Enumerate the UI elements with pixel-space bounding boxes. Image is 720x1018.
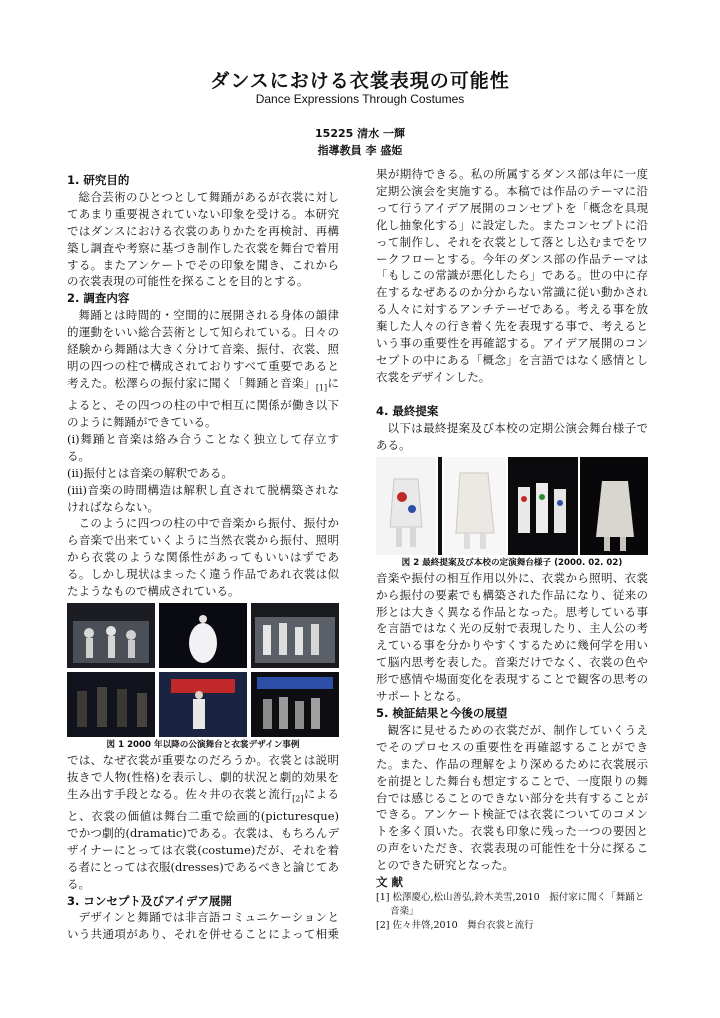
list-item-2: (ii)振付とは音楽の解釈である。 xyxy=(67,465,233,480)
section-2-paragraph-2: このように四つの柱の中で音楽から振付、振付から音楽で出来ていくように当然衣裳から振付、照明から衣裳のような関係性があってもいいはずである。しかし現状はまったく違う作品であれ衣裳は似たようなもので構成されている。 xyxy=(67,516,339,599)
section-2-paragraph-3 xyxy=(67,752,339,893)
citation-2: [2] xyxy=(292,794,304,804)
advisor-line: 指導教員 李 盛姫 xyxy=(317,144,403,157)
text-run: では、なぜ衣裳が重要なのだろうか。衣裳とは説明抜きで人物(性格)を表示し、劇的状況と劇的効果を生み出す手段となる。佐々井の衣裳と流行 xyxy=(67,752,339,801)
figure-2 xyxy=(376,457,648,555)
references-list xyxy=(376,891,648,933)
references-heading: 文 献 xyxy=(376,875,404,890)
reference-1: [1] 松澤慶心,松山善弘,鈴木美雪,2010 振付家に聞く「舞踊と音楽」 xyxy=(376,891,645,917)
paper-subtitle: Dance Expressions Through Costumes xyxy=(255,92,465,106)
author-line: 15225 清水 一輝 xyxy=(315,127,405,140)
right-column xyxy=(376,166,648,933)
section-4-paragraph-1: 以下は最終提案及び本校の定期公演会舞台様子である。 xyxy=(376,420,648,452)
section-heading-3: 3. コンセプト及びアイデア展開 xyxy=(67,893,232,908)
section-3-paragraph-start: デザインと舞踊では非言語コミュニケーションという共通項があり、それを併せることによって相乗 xyxy=(67,910,339,942)
section-1-paragraph: 総合芸術のひとつとして舞踊があるが衣裳に対してあまり重要視されていない印象を受ける。本研究ではダンスにおける衣裳のありかたを再検討、再構築し調査や考察に基づき制作した衣裳を舞台で着用する。またアンケートでその印象を聞き、これからの衣裳表現の可能性を探ることを目的とする。 xyxy=(67,189,339,289)
section-heading-5: 5. 検証結果と今後の展望 xyxy=(376,705,508,720)
figure-1-caption: 図 1 2000 年以降の公演舞台と衣裳デザイン事例 xyxy=(106,739,300,750)
list-item-1: (i)舞踊と音楽は絡み合うことなく独立して存立する。 xyxy=(67,431,339,463)
section-3-paragraph-continued xyxy=(376,166,648,403)
section-4-paragraph-2: 音楽や振付の相互作用以外に、衣裳から照明、衣裳から振付の要素でも構築された作品になり、従来の形とは大きく異なる作品となった。思考している事を言語ではなく光の反射で表現したり、主人公の考えている事を分かりやすくするために幾何学を用いて脳内思考を表した。音楽だけでなく、衣裳の色や形で感情や場面変化を表現することで観客の思考のサポートとなる。 xyxy=(376,570,648,704)
paper-title: ダンスにおける衣裳表現の可能性 xyxy=(210,70,510,92)
list-item-3: (iii)音楽の時間構造は解釈し直されて脱構築されなければならない。 xyxy=(67,482,339,514)
figure-2-photo-strip xyxy=(376,457,648,555)
figure-1-photo-grid xyxy=(67,603,339,737)
text-run: 舞踊とは時間的・空間的に展開される身体の韻律的運動をいい総合芸術として知られている。日々の経験から舞踊は大きく分けて音楽、振付、衣裳、照明の四つの柱で構成されておりすべて重要であると考えた。松澤らの振付家に聞く「舞踊と音楽」 xyxy=(67,308,339,390)
section-heading-1: 1. 研究目的 xyxy=(67,173,130,187)
figure-2-caption: 図 2 最終提案及び本校の定演舞台様子 (2000. 02. 02) xyxy=(401,557,623,568)
text-run: によると、その四つの柱の中で相互に関係が働き以下のように舞踊ができている。 xyxy=(67,375,340,429)
left-column xyxy=(67,172,339,943)
figure-1 xyxy=(67,603,339,737)
reference-2: [2] 佐々井啓,2010 舞台衣裳と流行 xyxy=(376,919,534,931)
section-2-paragraph-1 xyxy=(67,307,339,431)
text-run: 果が期待できる。私の所属するダンス部は年に一度定期公演会を実施する。本稿では作品のテーマに沿って行うアイデア展開のコンセプトを「概念を具現化し抽象化する」に設定した。またコンセプトに沿って制作し、それを衣裳として落とし込むまでをワークフローとする。今年のダンス部の作品テーマは「もしこの常識が悪化したら」である。世の中に存在するなぜあるのか分からない常識に従い動かされる人々に対するアンチテーゼである。考える事を放棄した人々の行き着く先を表現する事で、考えるという事の重要性を再確認する。アイデア展開のコンセプトの中にある「概念」を言語ではなく感情とし衣裳をデザインした。 xyxy=(376,167,648,384)
section-5-paragraph: 観客に見せるための衣裳だが、制作していくうえでそのプロセスの重要性を再確認することができた。また、作品の理解をより深めるために衣裳展示を前提とした舞台も想定することで、一度限りの舞台では感じることのできない部分を共有することができる。アンケート検証では衣裳についてのコメントを多く頂いた。衣裳も印象に残った一つの要因との声をいただき、衣裳表現の可能性を十分に探ることのできた研究となった。 xyxy=(376,722,648,873)
text-run: によると、衣裳の価値は舞台二重で絵画的(picturesque)でかつ劇的(dramatic)である。衣裳は、もちろんデザイナーにとっては衣裳(costume)だが、それを着る者にとっては衣服(dresses)であるべきと論じてある。 xyxy=(67,786,340,891)
section-heading-4: 4. 最終提案 xyxy=(376,404,439,418)
section-heading-2: 2. 調査内容 xyxy=(67,291,130,306)
citation-1: [1] xyxy=(315,383,328,393)
